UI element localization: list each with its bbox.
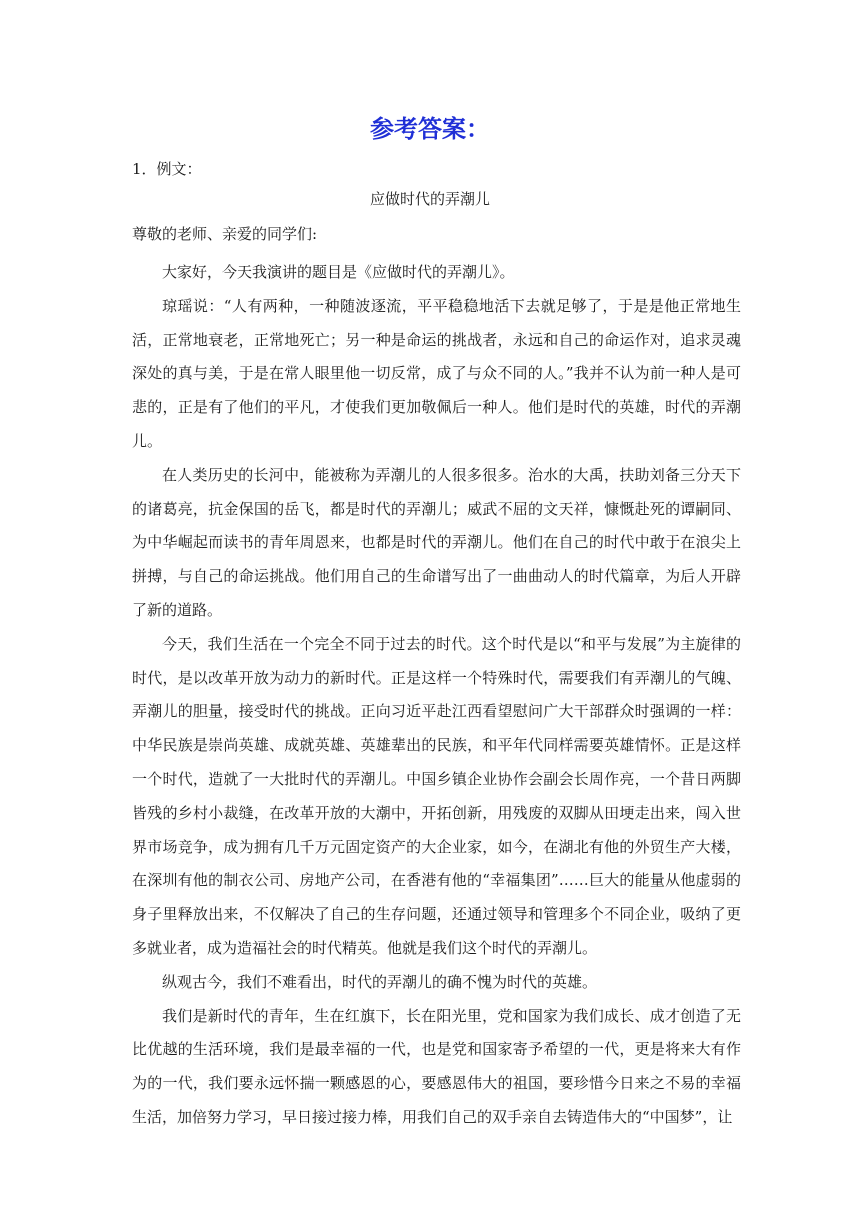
paragraph: 今天，我们生活在一个完全不同于过去的时代。这个时代是以“和平与发展”为主旋律的时代，是以改革开放为动力的新时代。正是这样一个特殊时代，需要我们有弄潮儿的气魄、弄潮儿的胆量，接受时代的挑战。正向习近平赴江西看望慰问广大干部群众时强调的一样：中华民族是崇尚英雄、成就英雄、英雄辈出的民族，和平年代同样需要英雄情怀。正是这样一个时代，造就了一大批时代的弄潮儿。中国乡镇企业协作会副会长周作亮，一个昔日两脚皆残的乡村小裁缝，在改革开放的大潮中，开拓创新，用残废的双脚从田埂走出来，闯入世界市场竞争，成为拥有几千万元固定资产的大企业家，如今，在湖北有他的外贸生产大楼，在深圳有他的制衣公司、房地产公司，在香港有他的“幸福集团”……巨大的能量从他虚弱的身子里释放出来，不仅解决了自己的生存问题，还通过领导和管理多个不同企业，吸纳了更多就业者，成为造福社会的时代精英。他就是我们这个时代的弄潮儿。 xyxy=(132,634,741,957)
paragraph: 我们是新时代的青年，生在红旗下，长在阳光里，党和国家为我们成长、成才创造了无比优越的生活环境，我们是最幸福的一代，也是党和国家寄予希望的一代，更是将来大有作为的一代，我们要永远怀揣一颗感恩的心，要感恩伟大的祖国，要珍惜今日来之不易的幸福生活，加倍努力学习，早日接过接力棒，用我们自己的双手亲自去铸造伟大的“中国梦”，让 xyxy=(132,1006,741,1126)
paragraph: 大家好，今天我演讲的题目是《应做时代的弄潮儿》。 xyxy=(162,263,515,281)
salutation: 尊敬的老师、亲爱的同学们: xyxy=(132,225,318,243)
answer-heading: 参考答案： xyxy=(370,115,490,143)
paragraph: 纵观古今，我们不难看出，时代的弄潮儿的确不愧为时代的英雄。 xyxy=(162,972,598,991)
essay-title: 应做时代的弄潮儿 xyxy=(369,190,490,208)
essay-body xyxy=(132,256,741,1135)
paragraph: 琼瑶说：“人有两种，一种随波逐流，平平稳稳地活下去就足够了，于是是他正常地生活，正常地衰老，正常地死亡；另一种是命运的挑战者，永远和自己的命运作对，追求灵魂深处的真与美，于是在常人眼里他一切反常，成了与众不同的人。”我并不认为前一种人是可悲的，正是有了他们的平凡，才使我们更加敬佩后一种人。他们是时代的英雄，时代的弄潮儿。 xyxy=(132,296,741,450)
paragraph: 在人类历史的长河中，能被称为弄潮儿的人很多很多。治水的大禹，扶助刘备三分天下的诸葛亮，抗金保国的岳飞，都是时代的弄潮儿；威武不屈的文天祥，慷慨赴死的谭嗣同、为中华崛起而读书的青年周恩来，也都是时代的弄潮儿。他们在自己的时代中敢于在浪尖上拼搏，与自己的命运挑战。他们用自己的生命谱写出了一曲曲动人的时代篇章，为后人开辟了新的道路。 xyxy=(132,465,741,619)
item-label: 1．例文： xyxy=(132,160,202,178)
